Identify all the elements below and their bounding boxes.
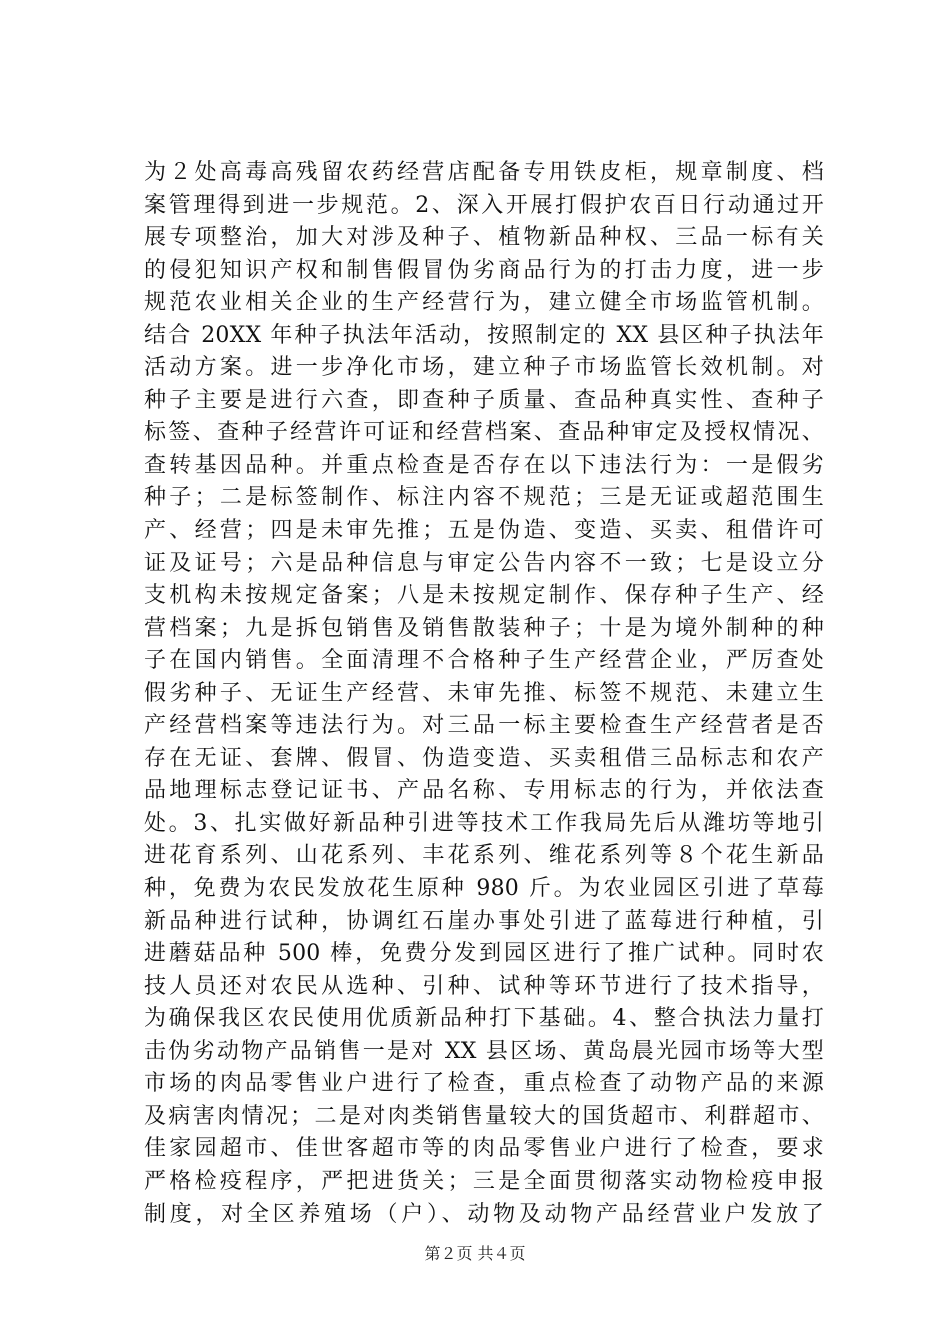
text-line: 新品种进行试种，协调红石崖办事处引进了蓝莓进行种植，引 [144, 908, 824, 934]
text-line: 击伪劣动物产品销售一是对 XX 县区场、黄岛晨光园市场等大型 [144, 1038, 824, 1064]
text-line: 活动方案。进一步净化市场，建立种子市场监管长效机制。对 [144, 355, 824, 381]
text-line: 案管理得到进一步规范。2、深入开展打假护农百日行动通过开 [144, 192, 824, 218]
text-line: 展专项整治，加大对涉及种子、植物新品种权、三品一标有关 [144, 225, 824, 251]
text-line: 为２处高毒高残留农药经营店配备专用铁皮柜，规章制度、档 [144, 160, 824, 185]
text-line: 证及证号；六是品种信息与审定公告内容不一致；七是设立分 [144, 550, 824, 576]
text-line: 进蘑菇品种 500 棒，免费分发到园区进行了推广试种。同时农 [144, 941, 824, 967]
text-line: 存在无证、套牌、假冒、伪造变造、买卖租借三品标志和农产 [144, 745, 824, 771]
text-line: 严格检疫程序，严把进货关；三是全面贯彻落实动物检疫申报 [144, 1168, 824, 1194]
text-line: 进花育系列、山花系列、丰花系列、维花系列等８个花生新品 [144, 843, 824, 869]
body-text [144, 157, 824, 1231]
text-line: 营档案；九是拆包销售及销售散装种子；十是为境外制种的种 [144, 615, 824, 641]
text-line: 处。3、扎实做好新品种引进等技术工作我局先后从潍坊等地引 [144, 810, 824, 836]
text-line: 佳家园超市、佳世客超市等的肉品零售业户进行了检查，要求 [144, 1136, 824, 1162]
text-line: 及病害肉情况；二是对肉类销售量较大的国货超市、利群超市、 [144, 1103, 824, 1129]
text-line: 结合 20XX 年种子执法年活动，按照制定的 XX 县区种子执法年 [144, 322, 824, 348]
text-line: 产经营档案等违法行为。对三品一标主要检查生产经营者是否 [144, 713, 824, 739]
text-line: 产、经营；四是未审先推；五是伪造、变造、买卖、租借许可 [144, 518, 824, 544]
text-line: 为确保我区农民使用优质新品种打下基础。4、整合执法力量打 [144, 1006, 824, 1032]
page-footer: 第２页 共４页 [424, 1244, 526, 1263]
text-line: 技人员还对农民从选种、引种、试种等环节进行了技术指导， [144, 973, 824, 999]
text-line: 品地理标志登记证书、产品名称、专用标志的行为，并依法查 [144, 778, 824, 804]
text-line: 种，免费为农民发放花生原种 980 斤。为农业园区引进了草莓 [144, 876, 824, 902]
text-line: 种子；二是标签制作、标注内容不规范；三是无证或超范围生 [144, 485, 824, 511]
text-line: 种子主要是进行六查，即查种子质量、查品种真实性、查种子 [144, 387, 824, 413]
text-line: 假劣种子、无证生产经营、未审先推、标签不规范、未建立生 [144, 680, 824, 706]
text-line: 子在国内销售。全面清理不合格种子生产经营企业，严厉查处 [144, 648, 824, 674]
text-line: 制度，对全区养殖场（户）、动物及动物产品经营业户发放了 [144, 1201, 824, 1227]
text-line: 支机构未按规定备案；八是未按规定制作、保存种子生产、经 [144, 583, 824, 609]
text-line: 标签、查种子经营许可证和经营档案、查品种审定及授权情况、 [144, 420, 824, 446]
text-line: 规范农业相关企业的生产经营行为，建立健全市场监管机制。 [144, 290, 824, 316]
text-line: 查转基因品种。并重点检查是否存在以下违法行为：一是假劣 [144, 452, 824, 478]
text-line: 市场的肉品零售业户进行了检查，重点检查了动物产品的来源 [144, 1071, 824, 1097]
text-line: 的侵犯知识产权和制售假冒伪劣商品行为的打击力度，进一步 [144, 257, 824, 283]
